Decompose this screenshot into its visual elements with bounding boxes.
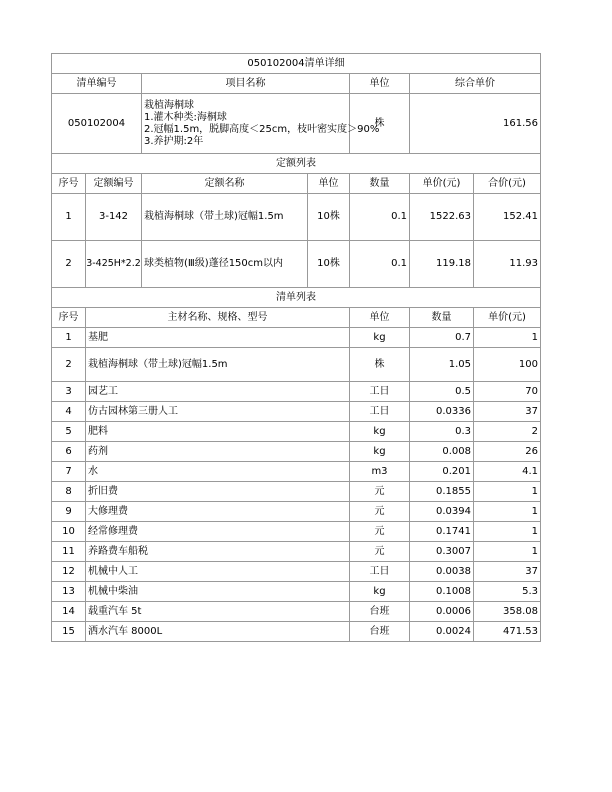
material-name: 经常修理费 — [86, 522, 350, 542]
material-row — [52, 462, 541, 482]
material-qty: 0.0336 — [410, 402, 474, 422]
material-price: 471.53 — [474, 622, 541, 642]
material-unit: kg — [350, 582, 410, 602]
quota-name: 栽植海桐球（带土球)冠幅1.5m — [142, 194, 308, 241]
material-name: 载重汽车 5t — [86, 602, 350, 622]
material-section-title: 清单列表 — [52, 288, 541, 308]
material-price: 4.1 — [474, 462, 541, 482]
list-item-row — [52, 94, 541, 154]
material-seq: 14 — [52, 602, 86, 622]
material-row — [52, 562, 541, 582]
material-qty: 0.0006 — [410, 602, 474, 622]
material-section-row — [52, 288, 541, 308]
quota-price: 119.18 — [410, 241, 474, 288]
quota-row — [52, 241, 541, 288]
material-header-row — [52, 308, 541, 328]
description-line: 1.灌木种类:海桐球 — [144, 111, 227, 123]
material-seq: 15 — [52, 622, 86, 642]
material-qty: 0.0394 — [410, 502, 474, 522]
material-price: 358.08 — [474, 602, 541, 622]
material-seq: 2 — [52, 348, 86, 382]
material-name: 基肥 — [86, 328, 350, 348]
material-row — [52, 622, 541, 642]
quota-header-seq: 序号 — [52, 174, 86, 194]
material-name: 水 — [86, 462, 350, 482]
material-qty: 0.1741 — [410, 522, 474, 542]
material-row — [52, 402, 541, 422]
material-row — [52, 328, 541, 348]
list-item-price: 161.56 — [410, 94, 541, 154]
material-unit: 元 — [350, 522, 410, 542]
quota-unit: 10株 — [308, 241, 350, 288]
material-row — [52, 542, 541, 562]
material-qty: 0.3007 — [410, 542, 474, 562]
material-row — [52, 502, 541, 522]
material-qty: 0.0024 — [410, 622, 474, 642]
material-price: 26 — [474, 442, 541, 462]
quota-qty: 0.1 — [350, 194, 410, 241]
material-qty: 0.0038 — [410, 562, 474, 582]
material-header-name: 主材名称、规格、型号 — [86, 308, 350, 328]
material-qty: 0.201 — [410, 462, 474, 482]
material-price: 70 — [474, 382, 541, 402]
quota-qty: 0.1 — [350, 241, 410, 288]
description-line: 2.冠幅1.5m，脱脚高度＜25cm，枝叶密实度＞90% — [144, 123, 380, 135]
quota-code: 3-425H*2.2 — [86, 241, 142, 288]
quota-header-unit: 单位 — [308, 174, 350, 194]
material-price: 5.3 — [474, 582, 541, 602]
material-qty: 0.5 — [410, 382, 474, 402]
quota-section-row — [52, 154, 541, 174]
quota-price: 1522.63 — [410, 194, 474, 241]
material-name: 肥料 — [86, 422, 350, 442]
material-row — [52, 382, 541, 402]
material-unit: kg — [350, 328, 410, 348]
material-seq: 10 — [52, 522, 86, 542]
material-price: 37 — [474, 402, 541, 422]
quota-code: 3-142 — [86, 194, 142, 241]
header-unit: 单位 — [350, 74, 410, 94]
material-name: 大修理费 — [86, 502, 350, 522]
material-unit: 台班 — [350, 602, 410, 622]
material-unit: 元 — [350, 542, 410, 562]
material-qty: 0.008 — [410, 442, 474, 462]
material-unit: 工日 — [350, 562, 410, 582]
material-row — [52, 582, 541, 602]
material-name: 折旧费 — [86, 482, 350, 502]
quota-section-title: 定额列表 — [52, 154, 541, 174]
material-price: 1 — [474, 542, 541, 562]
material-seq: 1 — [52, 328, 86, 348]
header-composite-price: 综合单价 — [410, 74, 541, 94]
material-row — [52, 422, 541, 442]
material-header-unit: 单位 — [350, 308, 410, 328]
material-seq: 11 — [52, 542, 86, 562]
quota-total: 152.41 — [474, 194, 541, 241]
list-header-row — [52, 74, 541, 94]
material-seq: 4 — [52, 402, 86, 422]
detail-table — [51, 53, 541, 642]
material-header-price: 单价(元) — [474, 308, 541, 328]
material-price: 1 — [474, 482, 541, 502]
material-name: 机械中柴油 — [86, 582, 350, 602]
material-unit: 台班 — [350, 622, 410, 642]
quota-header-total: 合价(元) — [474, 174, 541, 194]
description-line: 栽植海桐球 — [144, 99, 194, 111]
quota-header-name: 定额名称 — [142, 174, 308, 194]
material-seq: 13 — [52, 582, 86, 602]
quota-row — [52, 194, 541, 241]
material-price: 100 — [474, 348, 541, 382]
list-item-code: 050102004 — [52, 94, 142, 154]
material-name: 养路费车船税 — [86, 542, 350, 562]
material-name: 机械中人工 — [86, 562, 350, 582]
material-qty: 0.1855 — [410, 482, 474, 502]
material-row — [52, 348, 541, 382]
material-row — [52, 522, 541, 542]
material-price: 1 — [474, 328, 541, 348]
material-unit: 工日 — [350, 402, 410, 422]
material-seq: 7 — [52, 462, 86, 482]
quota-seq: 1 — [52, 194, 86, 241]
material-seq: 5 — [52, 422, 86, 442]
material-seq: 3 — [52, 382, 86, 402]
material-header-seq: 序号 — [52, 308, 86, 328]
header-item-name: 项目名称 — [142, 74, 350, 94]
material-price: 1 — [474, 502, 541, 522]
material-unit: 元 — [350, 482, 410, 502]
material-header-qty: 数量 — [410, 308, 474, 328]
quota-header-price: 单价(元) — [410, 174, 474, 194]
material-qty: 1.05 — [410, 348, 474, 382]
material-qty: 0.1008 — [410, 582, 474, 602]
material-row — [52, 482, 541, 502]
material-seq: 12 — [52, 562, 86, 582]
quota-unit: 10株 — [308, 194, 350, 241]
material-price: 1 — [474, 522, 541, 542]
material-qty: 0.7 — [410, 328, 474, 348]
material-name: 仿古园林第三册人工 — [86, 402, 350, 422]
table-title: 050102004清单详细 — [52, 54, 541, 74]
material-seq: 9 — [52, 502, 86, 522]
list-item-description — [142, 94, 380, 154]
material-seq: 6 — [52, 442, 86, 462]
material-unit: 工日 — [350, 382, 410, 402]
quota-total: 11.93 — [474, 241, 541, 288]
quota-header-code: 定额编号 — [86, 174, 142, 194]
material-unit: 株 — [350, 348, 410, 382]
title-row — [52, 54, 541, 74]
material-row — [52, 602, 541, 622]
material-seq: 8 — [52, 482, 86, 502]
material-name: 洒水汽车 8000L — [86, 622, 350, 642]
material-unit: kg — [350, 422, 410, 442]
material-name: 栽植海桐球（带土球)冠幅1.5m — [86, 348, 350, 382]
material-row — [52, 442, 541, 462]
quota-header-row — [52, 174, 541, 194]
quota-header-qty: 数量 — [350, 174, 410, 194]
description-line: 3.养护期:2年 — [144, 135, 204, 147]
material-unit: kg — [350, 442, 410, 462]
material-name: 园艺工 — [86, 382, 350, 402]
quota-seq: 2 — [52, 241, 86, 288]
material-name: 药剂 — [86, 442, 350, 462]
material-qty: 0.3 — [410, 422, 474, 442]
list-item-unit: 株 — [350, 94, 410, 154]
material-unit: 元 — [350, 502, 410, 522]
material-price: 37 — [474, 562, 541, 582]
header-list-code: 清单编号 — [52, 74, 142, 94]
material-price: 2 — [474, 422, 541, 442]
material-unit: m3 — [350, 462, 410, 482]
quota-name: 球类植物(Ⅲ级)蓬径150cm以内 — [142, 241, 308, 288]
